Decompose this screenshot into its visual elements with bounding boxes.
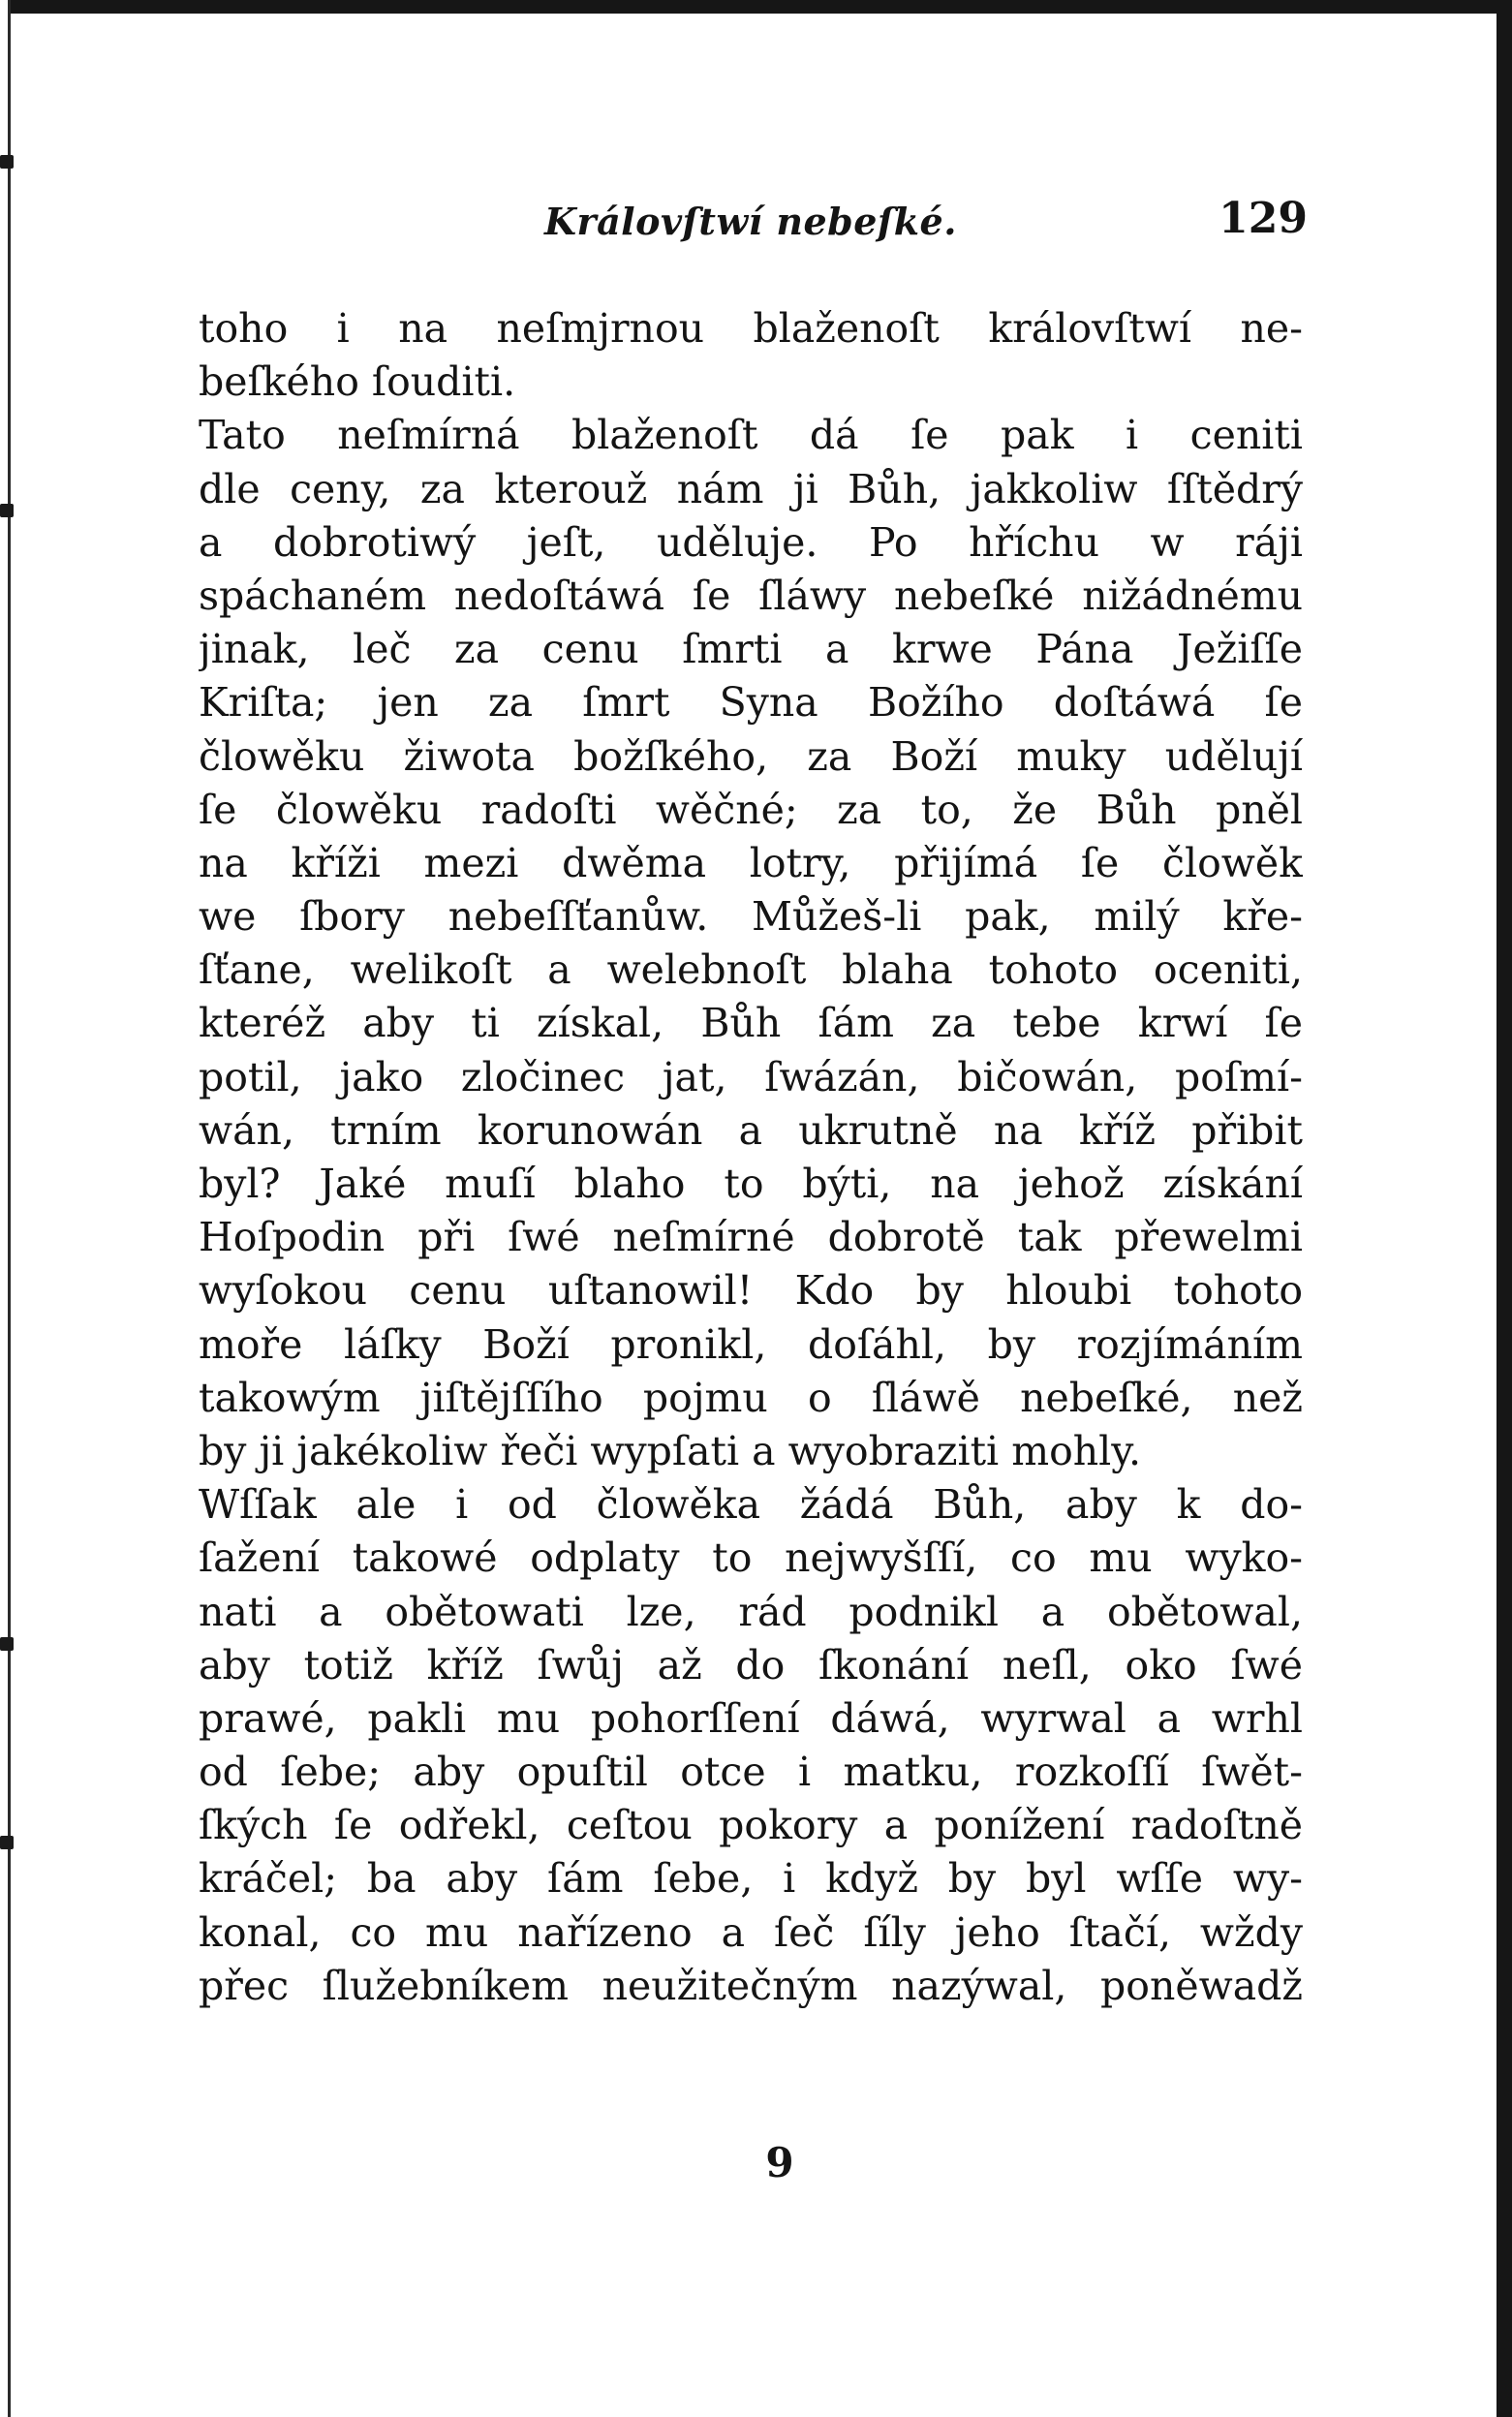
text-line: kteréž aby ti získal, Bůh ſám za tebe krwí ſe xyxy=(199,1000,1303,1047)
scan-edge-right xyxy=(1497,0,1512,2417)
text-line: Wſſak ale i od člowěka žádá Bůh, aby k do- xyxy=(199,1481,1303,1529)
text-line: moře láſky Boží pronikl, doſáhl, by rozjímáním xyxy=(199,1320,1303,1368)
running-title: Královſtwí nebeſké. xyxy=(544,200,957,243)
text-line: dle ceny, za kterouž nám ji Bůh, jakkoliw ſſtědrý xyxy=(199,465,1303,512)
text-line: kráčel; ba aby ſám ſebe, i když by byl wſſe wy- xyxy=(199,1855,1303,1903)
text-line: byl? Jaké muſí blaho to býti, na jehož získání xyxy=(199,1161,1303,1207)
body-text xyxy=(199,302,1303,2013)
binding-mark xyxy=(0,1637,14,1651)
text-line: ſe člowěku radoſti wěčné; za to, že Bůh pněl xyxy=(199,786,1303,833)
text-line: we ſbory nebeſſťanůw. Můžeš-li pak, milý kře- xyxy=(199,893,1303,941)
text-line: konal, co mu nařízeno a ſeč ſíly jeho ſtačí, wždy xyxy=(199,1908,1303,1956)
text-line: spáchaném nedoſtáwá ſe ſláwy nebeſké nižádnému xyxy=(199,572,1303,619)
text-line: Kriſta; jen za ſmrt Syna Božího doſtáwá ſe xyxy=(199,679,1303,727)
text-line: jinak, leč za cenu ſmrti a krwe Pána Ježiſſe xyxy=(199,626,1303,673)
text-line: ſkých ſe odřekl, ceſtou pokory a ponížení radoſtně xyxy=(199,1802,1303,1849)
text-line: potil, jako zločinec jat, ſwázán, bičowán, poſmí- xyxy=(199,1053,1303,1100)
text-line: nati a obětowati lze, rád podnikl a obětowal, xyxy=(199,1588,1303,1635)
text-line: toho i na neſmjrnou blaženoſt královſtwí ne- xyxy=(199,305,1303,352)
binding-mark xyxy=(0,1836,14,1849)
text-line: Hoſpodin při ſwé neſmírné dobrotě tak přewelmi xyxy=(199,1214,1303,1261)
binding-mark xyxy=(0,155,14,169)
text-line: ſťane, welikoſt a welebnoſt blaha tohoto oceniti, xyxy=(199,946,1303,994)
text-line: by ji jakékoliw řeči wypſati a wyobraziti mohly. xyxy=(199,1427,1142,1474)
scan-edge-left xyxy=(0,0,11,2417)
text-line: prawé, pakli mu pohorſſení dáwá, wyrwal a wrhl xyxy=(199,1694,1303,1742)
text-line: ſažení takowé odplaty to nejwyšſſí, co mu wyko- xyxy=(199,1534,1303,1582)
text-line: wán, trním korunowán a ukrutně na kříž přibit xyxy=(199,1106,1303,1154)
text-line: člowěku žiwota božſkého, za Boží muky udělují xyxy=(199,732,1303,780)
text-line: takowým jiſtějſſího pojmu o ſláwě nebeſké, než xyxy=(199,1374,1303,1421)
text-line: přec ſlužebníkem neužitečným nazýwal, poněwadž xyxy=(199,1962,1303,2009)
text-line: wyſokou cenu uſtanowil! Kdo by hloubi tohoto xyxy=(199,1267,1303,1315)
text-line: a dobrotiwý jeſt, uděluje. Po hříchu w ráji xyxy=(199,518,1303,566)
running-head xyxy=(194,192,1308,250)
scan-edge-top xyxy=(0,0,1512,14)
text-line: beſkého ſouditi. xyxy=(199,358,516,406)
signature-mark: 9 xyxy=(765,2139,794,2186)
text-line: Tato neſmírná blaženoſt dá ſe pak i ceniti xyxy=(199,412,1303,459)
text-line: od ſebe; aby opuſtil otce i matku, rozkoſſí ſwět- xyxy=(199,1749,1303,1796)
text-line: aby totiž kříž ſwůj až do ſkonání neſl, oko ſwé xyxy=(199,1641,1303,1689)
text-line: na kříži mezi dwěma lotry, přijímá ſe člowěk xyxy=(199,839,1303,886)
binding-mark xyxy=(0,504,14,517)
page-number: 129 xyxy=(1219,194,1308,243)
